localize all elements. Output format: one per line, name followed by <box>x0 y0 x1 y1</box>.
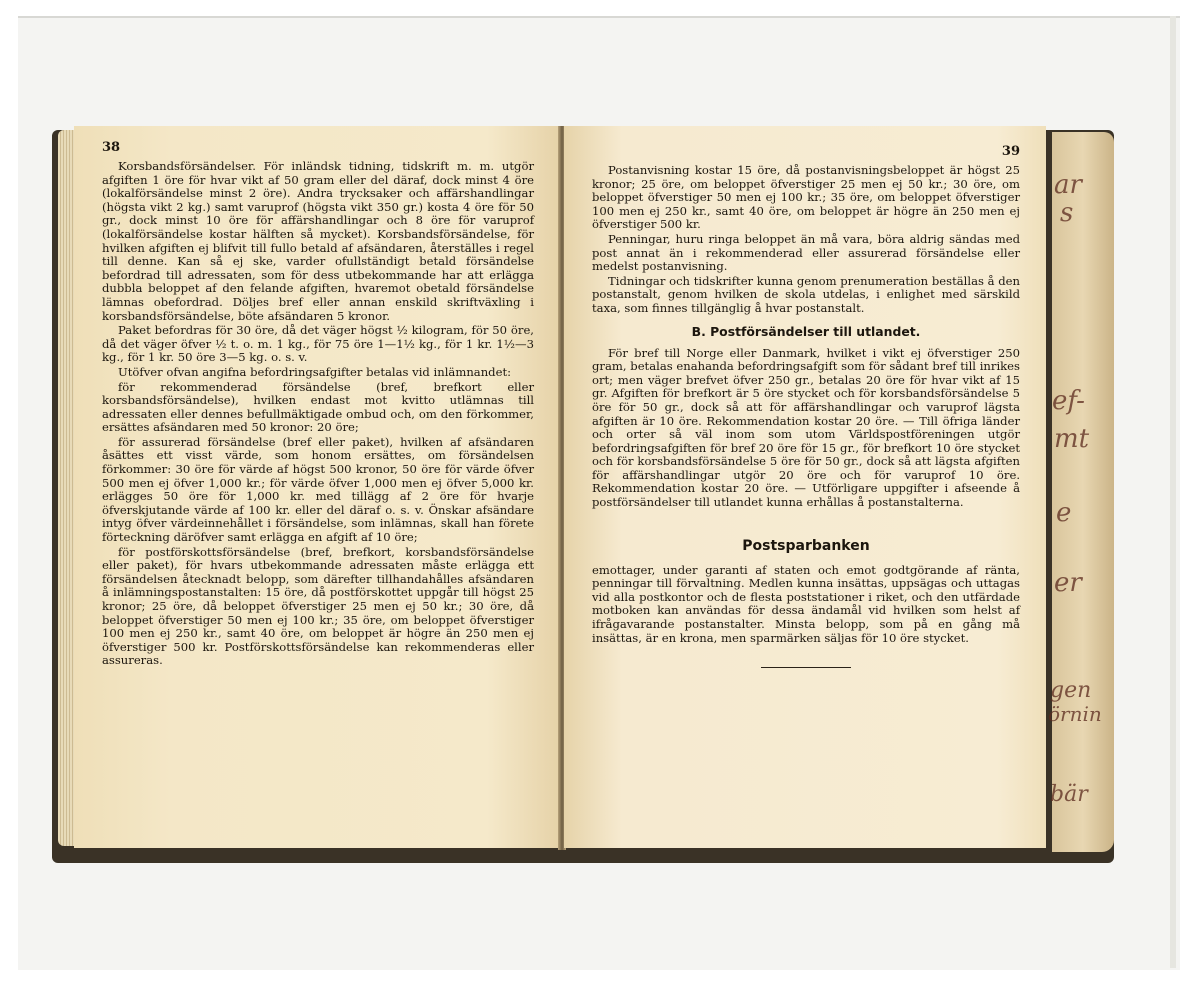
page-number-left: 38 <box>102 140 121 155</box>
handwriting-fragment: gen <box>1050 678 1092 703</box>
open-book <box>52 118 1114 863</box>
paragraph-utofver: Utöfver ofvan angifna befordringsafgifter betalas vid inlämnandet: <box>118 364 512 379</box>
closing-rule <box>761 667 851 668</box>
handwriting-fragment: örnin <box>1048 702 1102 726</box>
handwriting-fragment: s <box>1060 198 1074 228</box>
right-page <box>564 126 1046 848</box>
handwriting-fragment: mt <box>1054 424 1090 454</box>
handwriting-fragment: ar <box>1054 170 1082 200</box>
handwriting-fragment: bär <box>1050 782 1088 807</box>
paragraph-tidningar: Tidningar och tidskrifter kunna genom prenumeration beställas å den postanstalt, genom hvilken de skola utdelas, i enlighet med särskild taxa, som finnes tillgänglig å hvar postanstalt. <box>592 273 1020 315</box>
paragraph-paket: Paket befordras för 30 öre, då det väger högst ½ kilogram, för 50 öre, då det väger öfver ½ t. o. m. 1 kg., för 75 öre 1—1½ kg., för 1 kr. 1½—3 kg., för 1 kr. 50 öre 3—5 kg. o. s. v. <box>102 323 534 365</box>
scan-edge <box>1170 16 1176 968</box>
section-heading-postsparbanken: Postsparbanken <box>742 537 870 554</box>
handwriting-fragment: er <box>1054 568 1082 598</box>
paragraph-postforskott: för postförskottsförsändelse (bref, brefkort, korsbandsförsändelse eller paket), för hvars utbekommande adressaten måste erlägga ett försändelsen åtecknadt belopp, som därefter tillhandahålles afsändaren å inlämningspostanstalten: 15 öre, då postförskottet uppgår till högst 25 kronor; 25 öre, då beloppet öfverstiger 25 men ej 50 kr.; 30 öre, då beloppet öfverstiger 50 men ej 100 kr.; 35 öre, om beloppet öfverstiger 100 men ej 250 kr., samt 40 öre, om beloppet är högre än 250 men ej öfverstiger 500 kr. Postförskottsförsändelse kan rekommenderas eller assureras. <box>102 544 534 668</box>
paragraph-rekommenderad: för rekommenderad försändelse (bref, brefkort eller korsbandsförsändelse), hvilken endast mot kvitto utlämnas till adressaten eller dennes befullmäktigade ombud och, om den förkommer, ersättes afsändaren med 50 kronor: 20 öre; <box>102 379 534 435</box>
page-number-right: 39 <box>1001 144 1020 159</box>
section-heading-utlandet: B. Postförsändelser till utlandet. <box>691 323 921 339</box>
left-page <box>74 126 560 848</box>
paragraph-penningar: Penningar, huru ringa beloppet än må vara, böra aldrig sändas med post annat än i rekommenderad eller assurerad försändelse eller medelst postanvisning. <box>592 231 1020 274</box>
paragraph-postanvisning: Postanvisning kostar 15 öre, då postanvisningsbeloppet är högst 25 kronor; 25 öre, om beloppet öfverstiger 25 men ej 50 kr.; 30 öre, om beloppet öfverstiger 50 men ej 100 kr.; 35 öre, om beloppet öfverstiger 100 men ej 250 kr., samt 40 öre, om beloppet är högre än 250 men ej öfverstiger 500 kr. <box>592 163 1020 232</box>
paragraph-utlandet: För bref till Norge eller Danmark, hvilket i vikt ej öfverstiger 250 gram, betalas enahanda befordringsafgift som för sådant bref till inrikes ort; men väger brefvet öfver 250 gr., betalas 20 öre för hvar vikt af 15 gr. Afgiften för brefkort är 5 öre stycket och för korsbandsförsändelse 5 öre för 50 gr., dock så att för affärshandlingar och varuprof lägsta afgiften är 10 öre. Rekommendation kostar 20 öre. — Till öfriga länder och orter så väl inom som utom Världspostföreningen utgör befordringsafgiften för bref 20 öre för 15 gr., för brefkort 10 öre stycket och för korsbandsförsändelse 5 öre för 50 gr., dock så att lägsta afgiften för affärshandlingar utgör 20 öre och för varuprof 10 öre. Rekommendation kostar 20 öre. — Utförligare uppgifter i afseende å postförsändelser till utlandet kunna erhållas å postanstalterna. <box>592 345 1020 510</box>
paragraph-postsparbanken: emottager, under garanti af staten och emot godtgörande af ränta, penningar till förvaltning. Medlen kunna insättas, uppsägas och uttagas vid alla postkontor och de flesta poststationer i riket, och den utfärdade motboken kan användas för dessa ändamål vid hvilken som helst af ifrågavarande postanstalter. Minsta belopp, som på en gång må insättas, är en krona, men sparmärken säljas för 10 öre stycket. <box>592 562 1020 645</box>
paragraph-assurerad: för assurerad försändelse (bref eller paket), hvilken af afsändaren åsättes ett visst värde, som honom ersättes, om försändelsen förkommer: 30 öre för värde af högst 500 kronor, 50 öre för värde öfver 500 men ej öfver 1,000 kr.; för värde öfver 1,000 men ej öfver 5,000 kr. erlägges 50 öre för 1,000 kr. med tillägg af 2 öre för hvarje öfverskjutande värde af 100 kr. eller del däraf o. s. v. Önskar afsändare intyg öfver värdeinnehållet i försändelse, som inlämnas, skall han förete förteckning däröfver samt erlägga en afgift af 10 öre; <box>102 434 534 545</box>
handwriting-fragment: ef- <box>1052 386 1085 416</box>
paragraph-korsband: Korsbandsförsändelser. För inländsk tidning, tidskrift m. m. utgör afgiften 1 öre för hvar vikt af 50 gram eller del däraf, dock minst 4 öre (lokalförsändelse minst 2 öre). Andra trycksaker och affärshandlingar (högsta vikt 2 kg.) samt varuprof (högsta vikt 350 gr.) kosta 4 öre för 50 gr., dock minst 10 öre för affärshandlingar och 8 öre för varuprof (lokalförsändelse kostar hälften så mycket). Korsbandsförsändelse, för hvilken afgiften ej blifvit till fullo betald af afsändaren, återställes i regel till denne. Kan så ej ske, varder ofullständigt betald försändelse befordrad till adressaten, som för dess utbekommande har att erlägga dubbla beloppet af den felande afgiften, hvaremot obetald försändelse lämnas obefordrad. Döljes bref eller annan enskild skriftväxling i korsbandsförsändelse, böte afsändaren 5 kronor. <box>102 159 534 323</box>
underlying-handwritten-leaf <box>1052 132 1114 852</box>
handwriting-fragment: e <box>1056 498 1072 528</box>
